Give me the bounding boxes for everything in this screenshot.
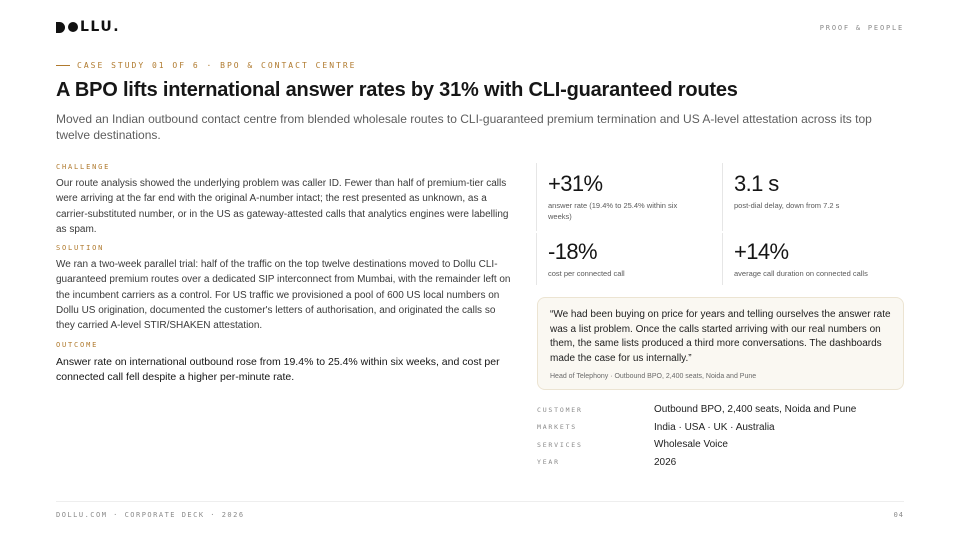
case-metadata (537, 401, 904, 471)
meta-row-customer (537, 401, 904, 419)
stat-call-duration (722, 233, 907, 285)
meta-value: Outbound BPO, 2,400 seats, Noida and Pune (654, 404, 857, 416)
testimonial-card (537, 297, 904, 390)
section-label: PROOF & PEOPLE (819, 24, 904, 32)
solution-text: We ran a two-week parallel trial: half of the traffic on the top twelve destinations moved to Dollu CLI-guaranteed premium routes over a dedicated SIP interconnect from Mumbai, with the remainder left on the incumbent carriers as a control. For US traffic we provisioned a pool of 600 US local numbers on Dollu US origination, documented the customer's letters of authorisation, and originated the calls so they carried A-level STIR/SHAKEN attestation. (56, 259, 511, 332)
outcome-text: Answer rate on international outbound rose from 19.4% to 25.4% within six weeks, and cost per connected call fell despite a higher per-minute rate. (56, 355, 500, 384)
challenge-text: Our route analysis showed the underlying problem was caller ID. Fewer than half of premium-tier calls were arriving at the far end with the original A-number intact; the rest presented as unknown, as a carrier-substituted number, or in the US as gateway-attested calls that analytics engines were labelling as spam. (56, 178, 509, 235)
eyebrow (56, 61, 356, 70)
logo-wordmark: LLU. (80, 19, 121, 35)
meta-value: 2026 (654, 456, 677, 468)
outcome-label: OUTCOME (56, 340, 99, 349)
page-subtitle: Moved an Indian outbound contact centre from blended wholesale routes to CLI-guaranteed premium termination and US A-level attestation across its top twelve destinations. (56, 112, 872, 142)
quote-attribution: Head of Telephony · Outbound BPO, 2,400 seats, Noida and Pune (550, 373, 757, 380)
page-number: 04 (893, 511, 904, 519)
outcome-section (56, 341, 516, 386)
stat-caption: average call duration on connected calls (734, 269, 868, 278)
solution-label: SOLUTION (56, 244, 105, 253)
eyebrow-text: CASE STUDY 01 OF 6 · BPO & CONTACT CENTRE (77, 61, 357, 70)
meta-key: SERVICES (537, 440, 583, 449)
stat-post-dial-delay (722, 163, 907, 231)
solution-section (56, 244, 516, 333)
footer-text: DOLLU.COM · CORPORATE DECK · 2026 (56, 511, 245, 519)
logo-d-mark (56, 22, 65, 33)
brand-logo (56, 19, 120, 35)
stat-value: -18% (548, 239, 597, 264)
stat-answer-rate (536, 163, 721, 231)
meta-key: YEAR (537, 458, 560, 467)
case-narrative (56, 163, 516, 386)
footer-divider (56, 501, 904, 502)
meta-row-services (537, 436, 904, 454)
quote-text: “We had been buying on price for years and telling ourselves the answer rate was a list problem. Once the calls started arriving with our real numbers on them, the same lists produced a third more conversations. The dashboards made the case for us internally.” (550, 309, 891, 364)
challenge-label: CHALLENGE (56, 163, 111, 171)
logo-dot-mark (68, 22, 78, 32)
challenge-section (56, 163, 516, 237)
page-title: A BPO lifts international answer rates by 31% with CLI-guaranteed routes (56, 79, 738, 101)
meta-row-markets (537, 419, 904, 437)
stat-value: +31% (548, 171, 603, 196)
stat-value: 3.1 s (734, 171, 779, 196)
stat-cost-per-call (536, 233, 721, 285)
meta-key: CUSTOMER (537, 405, 583, 414)
meta-value: India · USA · UK · Australia (654, 421, 775, 433)
stat-caption: post-dial delay, down from 7.2 s (734, 201, 840, 210)
stat-value: +14% (734, 239, 789, 264)
eyebrow-rule (56, 65, 70, 66)
meta-value: Wholesale Voice (654, 439, 728, 451)
stat-caption: answer rate (19.4% to 25.4% within six weeks) (548, 201, 678, 221)
meta-key: MARKETS (537, 423, 577, 432)
stat-caption: cost per connected call (548, 269, 625, 278)
stats-grid (536, 163, 906, 286)
meta-row-year (537, 454, 904, 472)
